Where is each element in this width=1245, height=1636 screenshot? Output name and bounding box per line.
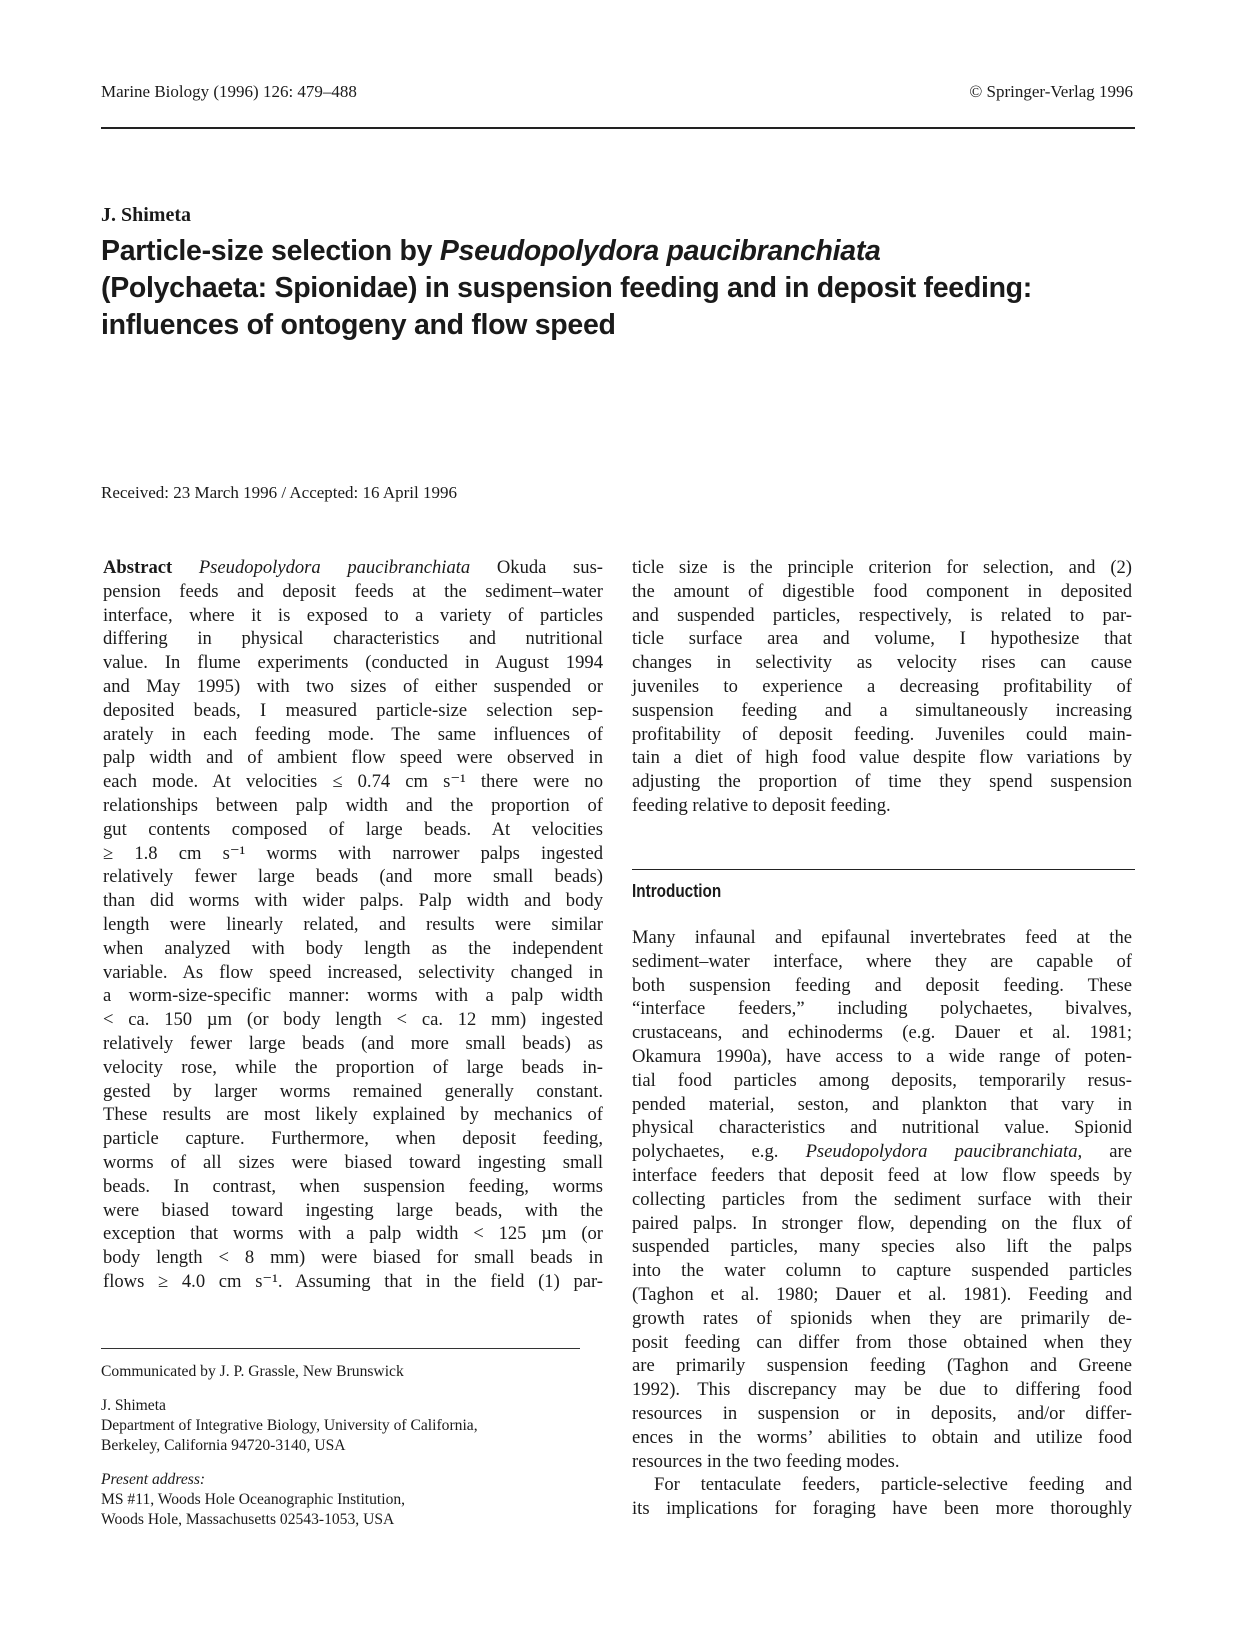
header-divider — [101, 127, 1135, 129]
text-line: each mode. At velocities ≤ 0.74 cm s⁻¹ there were no — [103, 771, 603, 793]
intro-paragraph-2 — [632, 1473, 1132, 1521]
text-line: “interface feeders,” including polychaetes, bivalves, — [632, 998, 1132, 1020]
copyright-notice: © Springer-Verlag 1996 — [969, 82, 1133, 101]
text-line: sediment–water interface, where they are capable of — [632, 950, 1132, 972]
text-line: These results are most likely explained by mechanics of — [103, 1104, 603, 1126]
text-line: gested by larger worms remained generally constant. — [103, 1080, 603, 1102]
text-line: and suspended particles, respectively, is related to par- — [632, 604, 1132, 626]
text-line: flows ≥ 4.0 cm s⁻¹. Assuming that in the field (1) par- — [103, 1270, 603, 1292]
text-line: growth rates of spionids when they are primarily de- — [632, 1307, 1132, 1329]
footnote-divider — [101, 1348, 580, 1349]
text-line: the amount of digestible food component in deposited — [632, 580, 1132, 602]
text-line: resources in the two feeding modes. — [632, 1450, 900, 1472]
text-line: beads. In contrast, when suspension feeding, worms — [103, 1175, 603, 1197]
abstract-species: Pseudopolydora paucibranchiata — [198, 557, 471, 578]
text-line: relatively fewer large beads (and more small beads) as — [103, 1032, 603, 1054]
text-line: particle capture. Furthermore, when deposit feeding, — [103, 1128, 603, 1150]
text-line: < ca. 150 µm (or body length < ca. 12 mm) ingested — [103, 1009, 603, 1031]
text-line: changes in selectivity as velocity rises can cause — [632, 652, 1132, 674]
communicated-by: Communicated by J. P. Grassle, New Brunswick — [101, 1363, 404, 1380]
text-line: crustaceans, and echinoderms (e.g. Dauer et al. 1981; — [632, 1022, 1132, 1044]
received-accepted-dates: Received: 23 March 1996 / Accepted: 16 April 1996 — [101, 483, 457, 502]
text-line: when analyzed with body length as the independent — [103, 937, 603, 959]
text-line: (Taghon et al. 1980; Dauer et al. 1981). Feeding and — [632, 1283, 1132, 1305]
text-line: pended material, seston, and plankton that vary in — [632, 1093, 1132, 1115]
text-line: Okamura 1990a), have access to a wide range of poten- — [632, 1045, 1132, 1067]
text-line: resources in suspension or in deposits, and/or differ- — [632, 1402, 1132, 1424]
text-line: are primarily suspension feeding (Taghon and Greene — [632, 1355, 1132, 1377]
title-line-1-text: Particle-size selection by — [101, 235, 440, 267]
abstract-body — [103, 580, 603, 1294]
present-address-line-2: Woods Hole, Massachusetts 02543-1053, USA — [101, 1511, 395, 1528]
text-line: differing in physical characteristics and nutritional — [103, 628, 603, 650]
text-line: ticle surface area and volume, I hypothesize that — [632, 628, 1132, 650]
text-line: velocity rose, while the proportion of large beads in- — [103, 1056, 603, 1078]
intro-species-pre: polychaetes, e.g. — [632, 1141, 806, 1163]
text-line: deposited beads, I measured particle-size selection sep- — [103, 699, 603, 721]
title-species: Pseudopolydora paucibranchiata — [439, 235, 881, 267]
text-line: collecting particles from the sediment surface with their — [632, 1188, 1132, 1210]
present-address-label: Present address: — [101, 1471, 206, 1488]
text-line: its implications for foraging have been more thoroughly — [632, 1498, 1132, 1520]
text-line: ticle size is the principle criterion for selection, and (2) — [632, 557, 1132, 578]
text-line: were biased toward ingesting large beads, with the — [103, 1199, 603, 1221]
text-line: value. In flume experiments (conducted in August 1994 — [103, 652, 603, 674]
intro-species-name: Pseudopolydora paucibranchiata, — [805, 1141, 1083, 1163]
text-line: into the water column to capture suspended particles — [632, 1260, 1132, 1282]
text-line: suspended particles, many species also lift the palps — [632, 1236, 1132, 1258]
text-line: Many infaunal and epifaunal invertebrates feed at the — [632, 927, 1132, 948]
title-line-3: influences of ontogeny and flow speed — [101, 309, 616, 341]
abstract-first-tail: Okuda sus- — [470, 557, 603, 578]
text-line: palp width and of ambient flow speed were observed in — [103, 747, 603, 769]
present-address — [101, 1470, 405, 1530]
introduction-divider — [632, 869, 1135, 870]
text-line: interface, where it is exposed to a variety of particles — [103, 604, 603, 626]
article-title — [101, 233, 1141, 344]
title-line-1 — [101, 233, 1141, 270]
text-line: and May 1995) with two sizes of either suspended or — [103, 675, 603, 697]
introduction-heading: Introduction — [632, 881, 722, 901]
text-line: exception that worms with a palp width < 125 µm (or — [103, 1223, 603, 1245]
text-line: tain a diet of high food value despite flow variations by — [632, 747, 1132, 769]
text-line: For tentaculate feeders, particle-selective feeding and — [654, 1474, 1132, 1496]
text-line: ences in the worms’ abilities to obtain and utilize food — [632, 1426, 1132, 1448]
text-line: worms of all sizes were biased toward ingesting small — [103, 1151, 603, 1173]
text-line: gut contents composed of large beads. At velocities — [103, 818, 603, 840]
present-address-line-1: MS #11, Woods Hole Oceanographic Institution, — [101, 1491, 406, 1508]
text-line: interface feeders that deposit feed at low flow speeds by — [632, 1164, 1132, 1186]
intro-paragraph-1b — [632, 1164, 1132, 1473]
text-line: body length < 8 mm) were biased for small beads in — [103, 1247, 603, 1269]
text-line: tial food particles among deposits, temporarily resus- — [632, 1069, 1132, 1091]
text-line: than did worms with wider palps. Palp width and body — [103, 890, 603, 912]
text-line: relationships between palp width and the proportion of — [103, 794, 603, 816]
intro-species-post: are — [1082, 1141, 1132, 1163]
text-line: pension feeds and deposit feeds at the sediment–water — [103, 580, 603, 602]
text-line: juveniles to experience a decreasing profitability of — [632, 675, 1132, 697]
intro-paragraph-1a — [632, 926, 1132, 1140]
abstract-left-column — [103, 556, 603, 1294]
abstract-label: Abstract — [103, 557, 173, 578]
text-line: profitability of deposit feeding. Juveniles could main- — [632, 723, 1132, 745]
text-line: paired palps. In stronger flow, depending on the flux of — [632, 1212, 1132, 1234]
abstract-first-line — [103, 556, 603, 580]
author-name: J. Shimeta — [101, 204, 191, 226]
text-line: feeding relative to deposit feeding. — [632, 794, 891, 816]
text-line: adjusting the proportion of time they spend suspension — [632, 771, 1132, 793]
text-line: ≥ 1.8 cm s⁻¹ worms with narrower palps ingested — [103, 842, 603, 864]
text-line: posit feeding can differ from those obtained when they — [632, 1331, 1132, 1353]
text-line: a worm-size-specific manner: worms with a palp width — [103, 985, 603, 1007]
affiliation-dept: Department of Integrative Biology, University of California, — [101, 1417, 478, 1434]
text-line: length were linearly related, and results were similar — [103, 913, 603, 935]
text-line: physical characteristics and nutritional value. Spionid — [632, 1117, 1132, 1139]
abstract-right-column — [632, 556, 1132, 818]
text-line: suspension feeding and a simultaneously increasing — [632, 699, 1132, 721]
journal-citation: Marine Biology (1996) 126: 479–488 — [101, 82, 357, 101]
text-line: relatively fewer large beads (and more small beads) — [103, 866, 603, 888]
text-line: both suspension feeding and deposit feeding. These — [632, 974, 1132, 996]
affiliation-name: J. Shimeta — [101, 1397, 166, 1414]
text-line: arately in each feeding mode. The same influences of — [103, 723, 603, 745]
intro-species-line — [632, 1140, 1132, 1164]
author-affiliation — [101, 1396, 478, 1456]
title-line-2: (Polychaeta: Spionidae) in suspension feeding and in deposit feeding: — [101, 272, 1032, 304]
text-line: 1992). This discrepancy may be due to differing food — [632, 1379, 1132, 1401]
introduction-body — [632, 926, 1132, 1521]
affiliation-city: Berkeley, California 94720-3140, USA — [101, 1437, 346, 1454]
text-line: variable. As flow speed increased, selectivity changed in — [103, 961, 603, 983]
